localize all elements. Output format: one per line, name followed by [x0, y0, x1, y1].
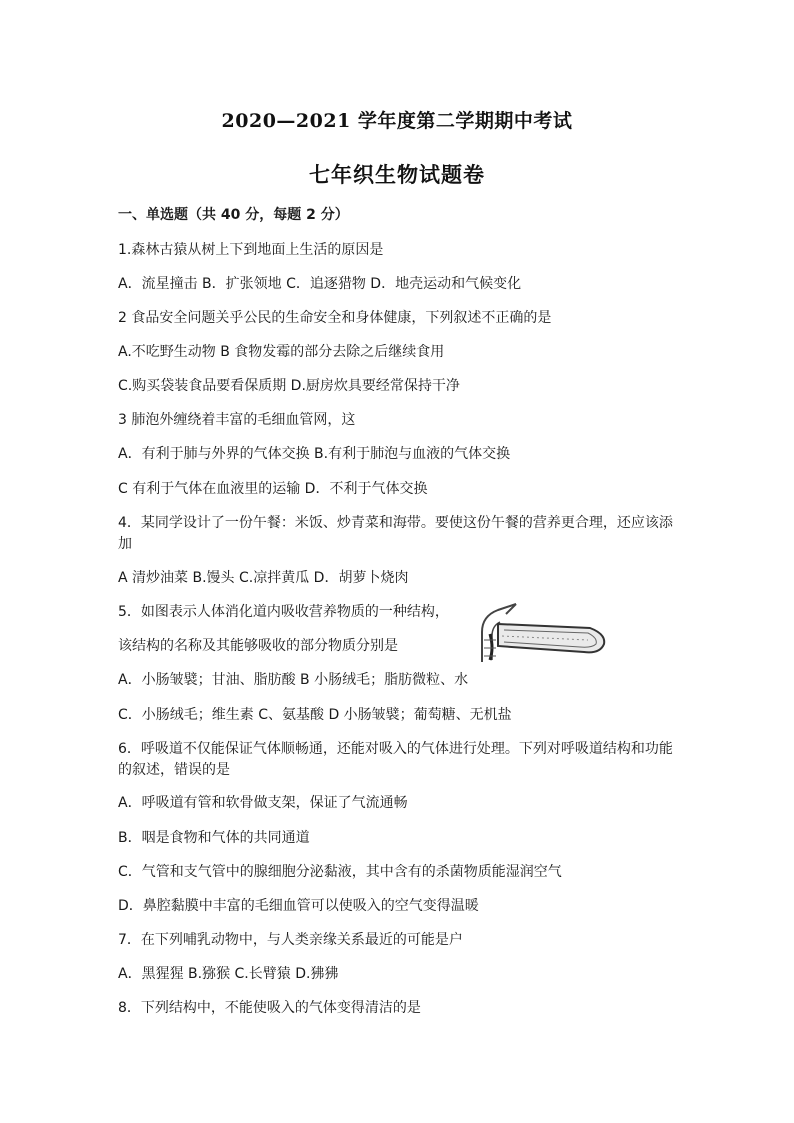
question-2: 2 食品安全问题关乎公民的生命安全和身体健康，下列叙述不正确的是: [118, 310, 552, 326]
question-1: 1.森林古猿从树上下到地面上生活的原因是: [118, 242, 384, 258]
question-2-options-ab: A.不吃野生动物 B 食物发霉的部分去除之后继续食用: [118, 344, 445, 360]
question-3-options-cd: C 有利于气体在血液里的运输 D．不利于气体交换: [118, 481, 428, 497]
question-4-options: A 清炒油菜 B.馒头 C.凉拌黄瓜 D．胡萝卜烧肉: [118, 570, 409, 586]
exam-subtitle: 七年织生物试题卷: [309, 162, 485, 187]
question-7-options: A．黑猩猩 B.猕猴 C.长臂猿 D.狒狒: [118, 966, 339, 982]
question-5-options-ab: A．小肠皱襞；甘油、脂肪酸 B 小肠绒毛；脂肪微粒、水: [118, 672, 469, 688]
question-5: 5．如图表示人体消化道内吸收营养物质的一种结构，: [118, 604, 449, 620]
question-1-options: A．流星撞击 B．扩张领地 C．追逐猎物 D．地壳运动和气候变化: [118, 276, 522, 292]
question-6-option-a: A．呼吸道有管和软骨做支架，保证了气流通畅: [118, 795, 408, 811]
question-6-option-b: B．咽是食物和气体的共同通道: [118, 830, 310, 846]
question-6-option-d: D．鼻腔黏膜中丰富的毛细血管可以使吸入的空气变得温暖: [118, 898, 479, 914]
question-5-continued: 该结构的名称及其能够吸收的部分物质分别是: [118, 638, 398, 654]
intestinal-villus-figure: [470, 600, 610, 670]
question-2-options-cd: C.购买袋装食品要看保质期 D.厨房炊具要经常保持干净: [118, 378, 460, 394]
question-6: 6．呼吸道不仅能保证气体顺畅通，还能对吸入的气体进行处理。下列对呼吸道结构和功能的叙述，错误的是: [118, 741, 673, 778]
question-8: 8．下列结构中，不能使吸入的气体变得清洁的是: [118, 1000, 421, 1016]
exam-title: 2020—2021 学年度第二学期期中考试: [221, 110, 573, 132]
question-6-option-c: C．气管和支气管中的腺细胞分泌黏液，其中含有的杀菌物质能湿润空气: [118, 864, 562, 880]
question-3: 3 肺泡外缠绕着丰富的毛细血管网，这: [118, 412, 356, 428]
question-4: 4．某同学设计了一份午餐：米饭、炒青菜和海带。要使这份午餐的营养更合理，还应该添加: [118, 515, 673, 552]
section-heading: 一、单选题（共 40 分，每题 2 分）: [118, 207, 349, 223]
question-7: 7．在下列哺乳动物中，与人类亲缘关系最近的可能是户: [118, 932, 463, 948]
question-5-options-cd: C．小肠绒毛；维生素 C、氨基酸 D 小肠皱襞；葡萄糖、无机盐: [118, 707, 512, 723]
question-3-options-ab: A．有利于肺与外界的气体交换 B.有利于肺泡与血液的气体交换: [118, 446, 511, 462]
